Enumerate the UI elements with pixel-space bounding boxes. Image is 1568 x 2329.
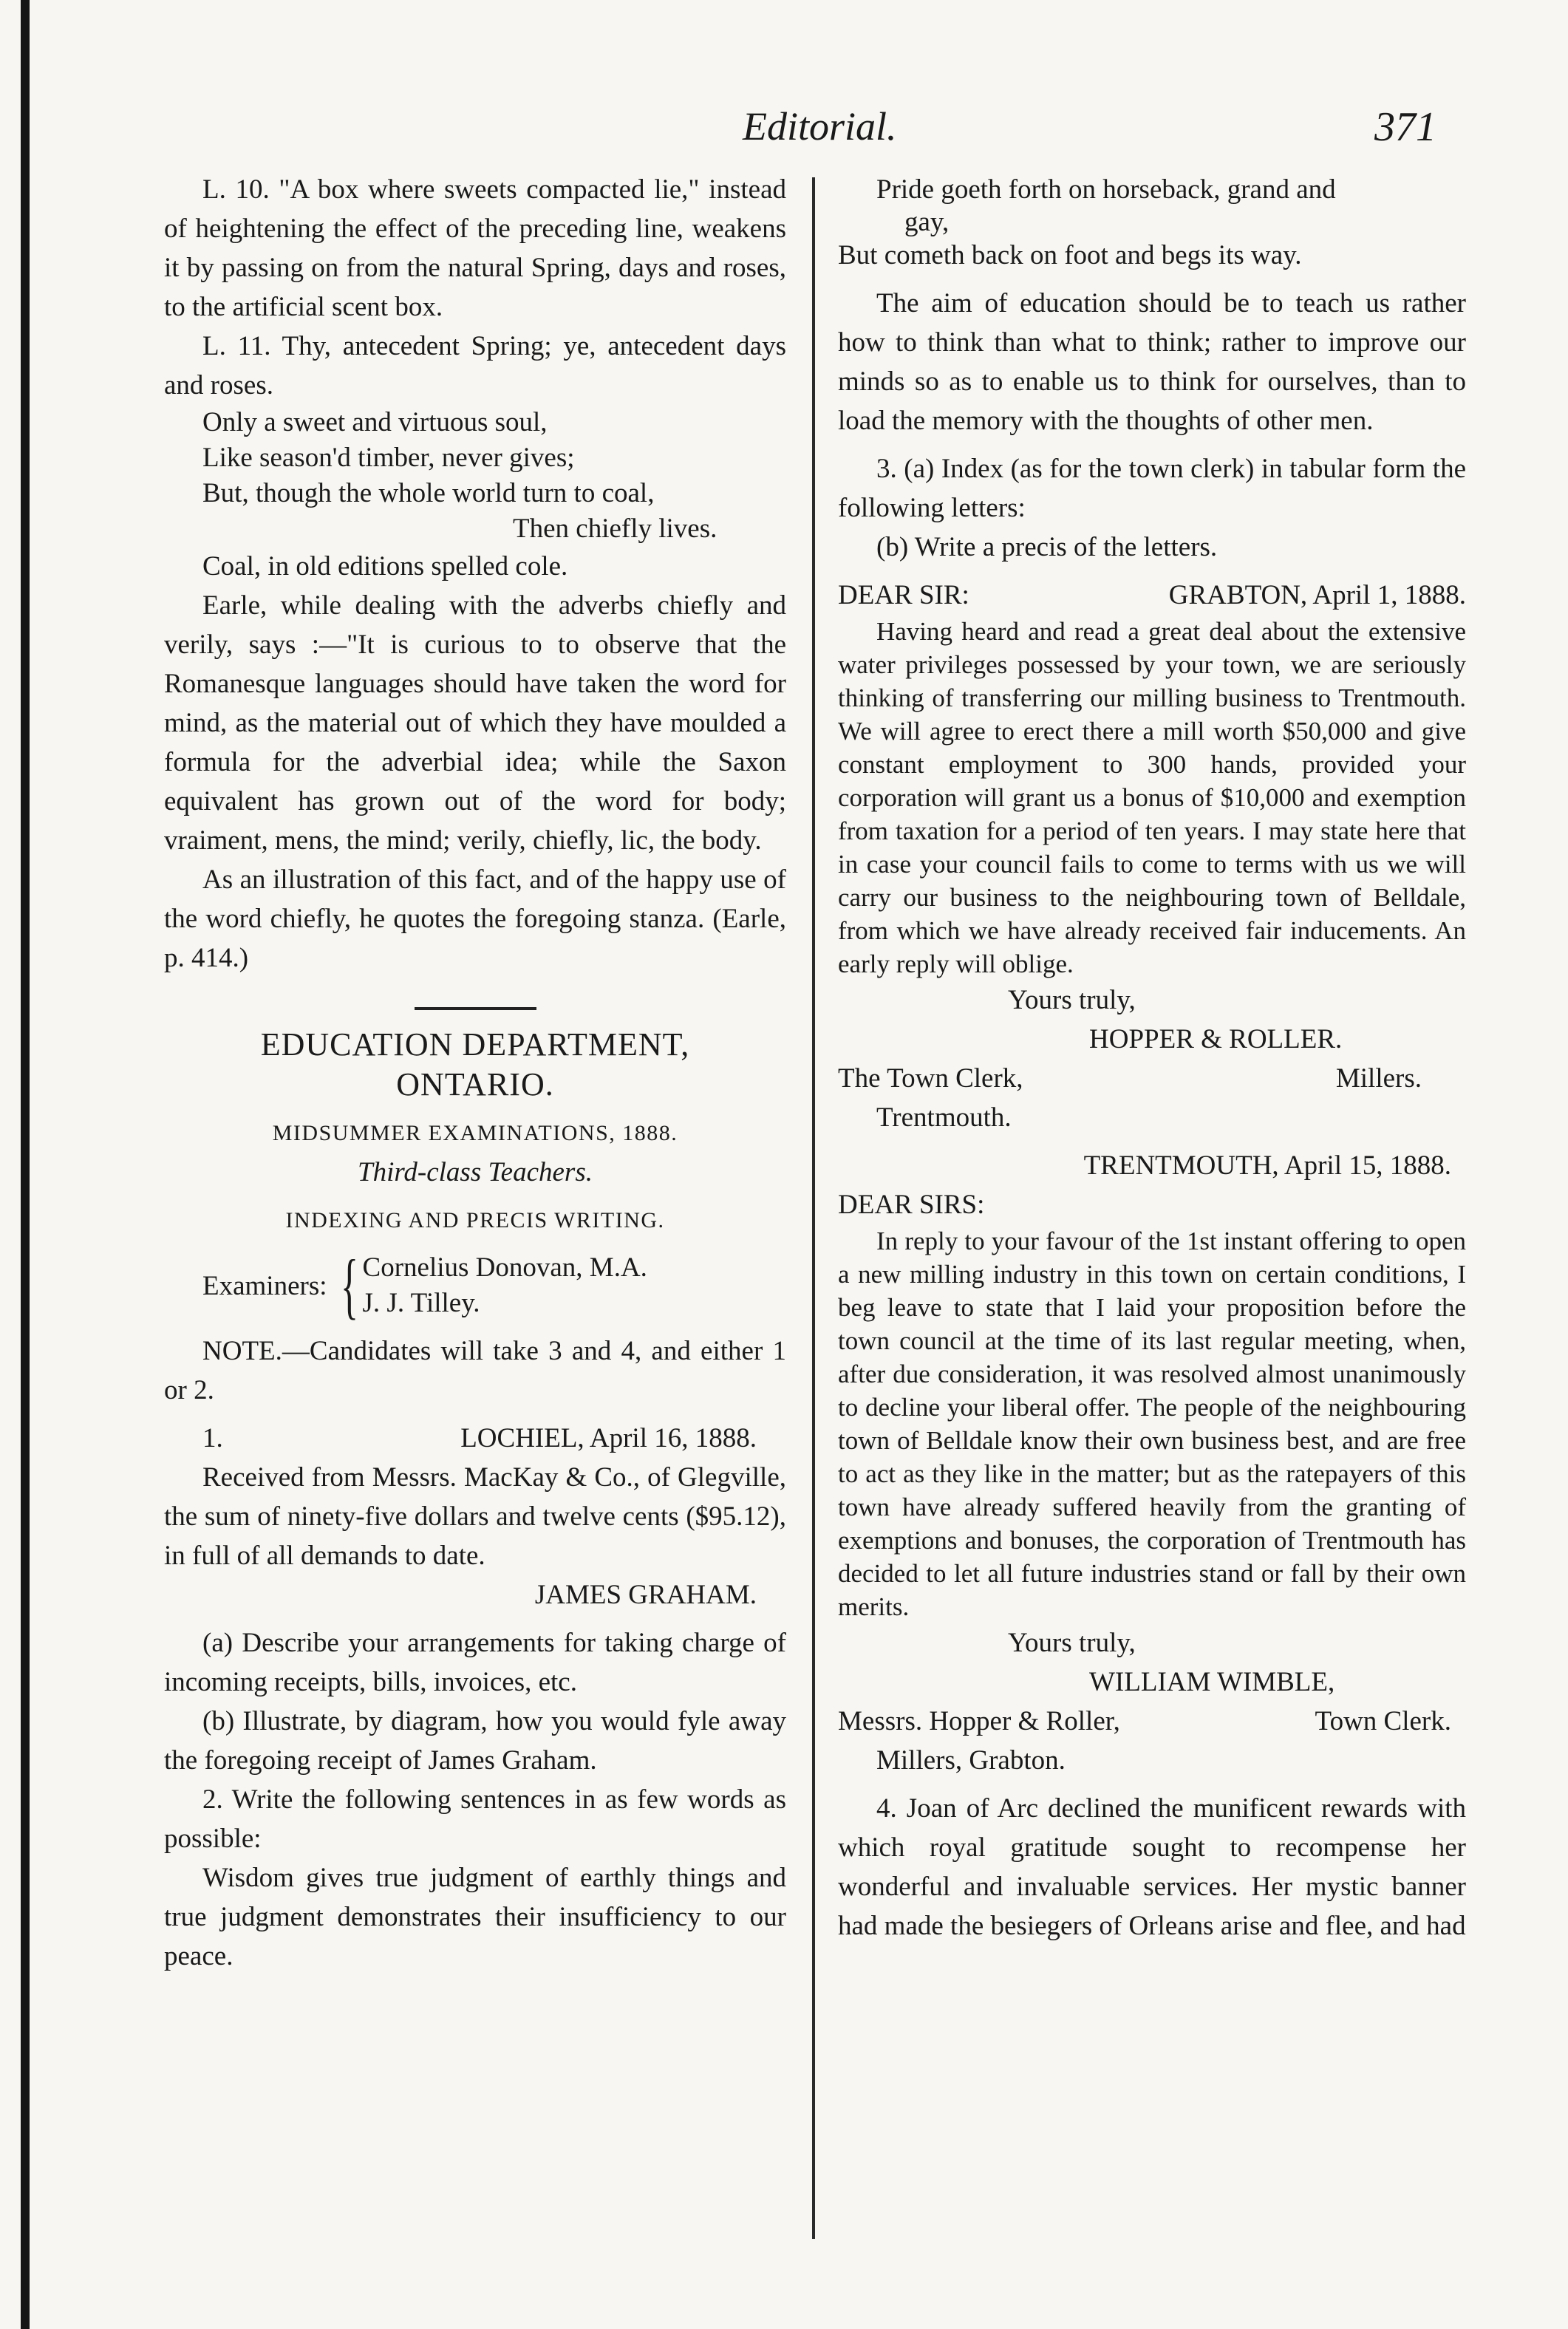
letter-place-date: GRABTON, April 1, 1888. <box>1168 580 1466 610</box>
receipt-text: Received from Messrs. MacKay & Co., of Glegville, the sum of ninety-five dollars and twelve cents ($95.12), in full of all demands to date. <box>164 1462 786 1571</box>
running-head: Editorial. <box>743 104 897 149</box>
verse-line: Only a sweet and virtuous soul, <box>202 407 548 437</box>
verse-line: Then chiefly lives. <box>513 514 717 544</box>
question-3: 3. (a) Index (as for the town clerk) in tabular form the following letters: <box>838 454 1466 523</box>
letter-signer: WILLIAM WIMBLE, <box>1089 1667 1335 1697</box>
question-1-header <box>164 1419 786 1458</box>
left-column <box>164 170 786 1976</box>
examiners-names <box>363 1250 647 1321</box>
letter-address-row <box>838 1059 1466 1098</box>
question-3b: (b) Write a precis of the letters. <box>876 532 1218 562</box>
department-subtitle: ONTARIO. <box>396 1066 554 1102</box>
couplet-line: gay, <box>904 207 950 237</box>
examiner-name: J. J. Tilley. <box>362 1288 480 1318</box>
page-number: 371 <box>1374 104 1436 150</box>
examiners-label: Examiners: <box>202 1270 327 1301</box>
letter-body: In reply to your favour of the 1st instant offering to open a new milling industry in this town on certain conditions, I beg leave to state that I laid your proposition before the town council at the time of its last regular meeting, when, after due consideration, it was resolved almost unanimously to decline your liberal offer. The people of the neighbouring town of Belldale know their own business best, and are free to act as they like in the matter; but as the ratepayers of this town have already suffered heavily from the granting of exemptions and bonuses, the corporation of Trentmouth has decided to let all future industries stand or fall by their own merits. <box>838 1227 1466 1621</box>
paragraph: L. 10. "A box where sweets compacted lie," instead of heightening the effect of the preceding line, weakens it by passing on from the natural Spring, days and roses, to the artificial scent box. <box>164 174 786 322</box>
paragraph: The aim of education should be to teach us rather how to think than what to think; rather to improve our minds so as to enable us to think for ourselves, than to load the memory with the thoughts of other men. <box>838 288 1466 436</box>
paragraph: Coal, in old editions spelled cole. <box>202 551 568 582</box>
letter-place-date: TRENTMOUTH, April 15, 1888. <box>1083 1150 1451 1181</box>
letter-addressee: Messrs. Hopper & Roller, <box>838 1706 1120 1736</box>
letter-salutation: DEAR SIR: <box>838 580 969 610</box>
receipt-signer: JAMES GRAHAM. <box>534 1580 757 1610</box>
letter-1-heading <box>838 576 1466 615</box>
right-column <box>838 170 1466 1946</box>
verse-line: But, though the whole world turn to coal, <box>202 478 655 508</box>
letter-signer-role: Millers. <box>1335 1063 1422 1094</box>
department-title: EDUCATION DEPARTMENT, <box>260 1026 690 1063</box>
paragraph: Earle, while dealing with the adverbs chiefly and verily, says :—"It is curious to to observe that the Romanesque languages should have taken the word for mind, as the material out of which they have moulded a formula for the adverbial idea; while the Saxon equivalent has grown out of the word for body; vraiment, mens, the mind; verily, chiefly, lic, the body. <box>164 590 786 856</box>
letter-addressee-town: Trentmouth. <box>876 1102 1012 1133</box>
couplet-line: But cometh back on foot and begs its way. <box>838 240 1302 270</box>
letter-signer-role: Town Clerk. <box>1315 1706 1451 1736</box>
question-1a: (a) Describe your arrangements for taking charge of incoming receipts, bills, invoices, etc. <box>164 1628 786 1697</box>
question-2: 2. Write the following sentences in as few words as possible: <box>164 1784 786 1854</box>
receipt-place-date: LOCHIEL, April 16, 1888. <box>460 1423 757 1453</box>
letter-salutation: DEAR SIRS: <box>838 1190 985 1220</box>
question-4: 4. Joan of Arc declined the munificent rewards with which royal gratitude sought to recompense her wonderful and invaluable services. Her mystic banner had made the besiegers of Orleans arise and flee, and had <box>838 1793 1466 1941</box>
exam-class: Third-class Teachers. <box>358 1157 593 1187</box>
verse-line: Like season'd timber, never gives; <box>202 443 575 473</box>
question-number: 1. <box>202 1423 223 1453</box>
exam-note: NOTE.—Candidates will take 3 and 4, and either 1 or 2. <box>164 1336 786 1405</box>
column-rule <box>812 177 815 2239</box>
letter-addressee: The Town Clerk, <box>838 1063 1023 1094</box>
letter-closing: Yours truly, <box>1008 1628 1136 1658</box>
exam-subject: INDEXING AND PRECIS WRITING. <box>285 1208 665 1232</box>
letter-address-row <box>838 1702 1466 1741</box>
verse-stanza <box>164 405 786 547</box>
couplet-line: Pride goeth forth on horseback, grand and <box>876 174 1336 205</box>
page-header <box>0 103 1568 170</box>
letter-body: Having heard and read a great deal about the extensive water privileges possessed by your town, we are seriously thinking of transferring our milling business to Trentmouth. We will agree to erect there a mill worth $50,000 and give constant employment to 300 hands, provided your corporation will grant us a bonus of $10,000 and exemption from taxation for a period of ten years. I may state here that in case your council fails to come to terms with us we will carry our business to the neighbouring town of Belldale, from which we have already received fair inducements. An early reply will oblige. <box>838 617 1466 978</box>
paragraph: L. 11. Thy, antecedent Spring; ye, antecedent days and roses. <box>164 331 786 400</box>
section-separator <box>415 1007 536 1010</box>
exam-title: MIDSUMMER EXAMINATIONS, 1888. <box>272 1121 678 1145</box>
letter-addressee-town: Millers, Grabton. <box>876 1745 1066 1776</box>
examiner-name: Cornelius Donovan, M.A. <box>362 1252 647 1283</box>
letter-closing: Yours truly, <box>1008 985 1136 1015</box>
brace-glyph: { <box>340 1244 358 1326</box>
question-2-text: Wisdom gives true judgment of earthly things and true judgment demonstrates their insufficiency to our peace. <box>164 1863 786 1971</box>
letter-signer: HOPPER & ROLLER. <box>1089 1024 1343 1054</box>
examiners-block <box>164 1244 786 1326</box>
question-1b: (b) Illustrate, by diagram, how you would fyle away the foregoing receipt of James Graham. <box>164 1706 786 1776</box>
binding-edge <box>21 0 30 2329</box>
paragraph: As an illustration of this fact, and of the happy use of the word chiefly, he quotes the foregoing stanza. (Earle, p. 414.) <box>164 865 786 973</box>
